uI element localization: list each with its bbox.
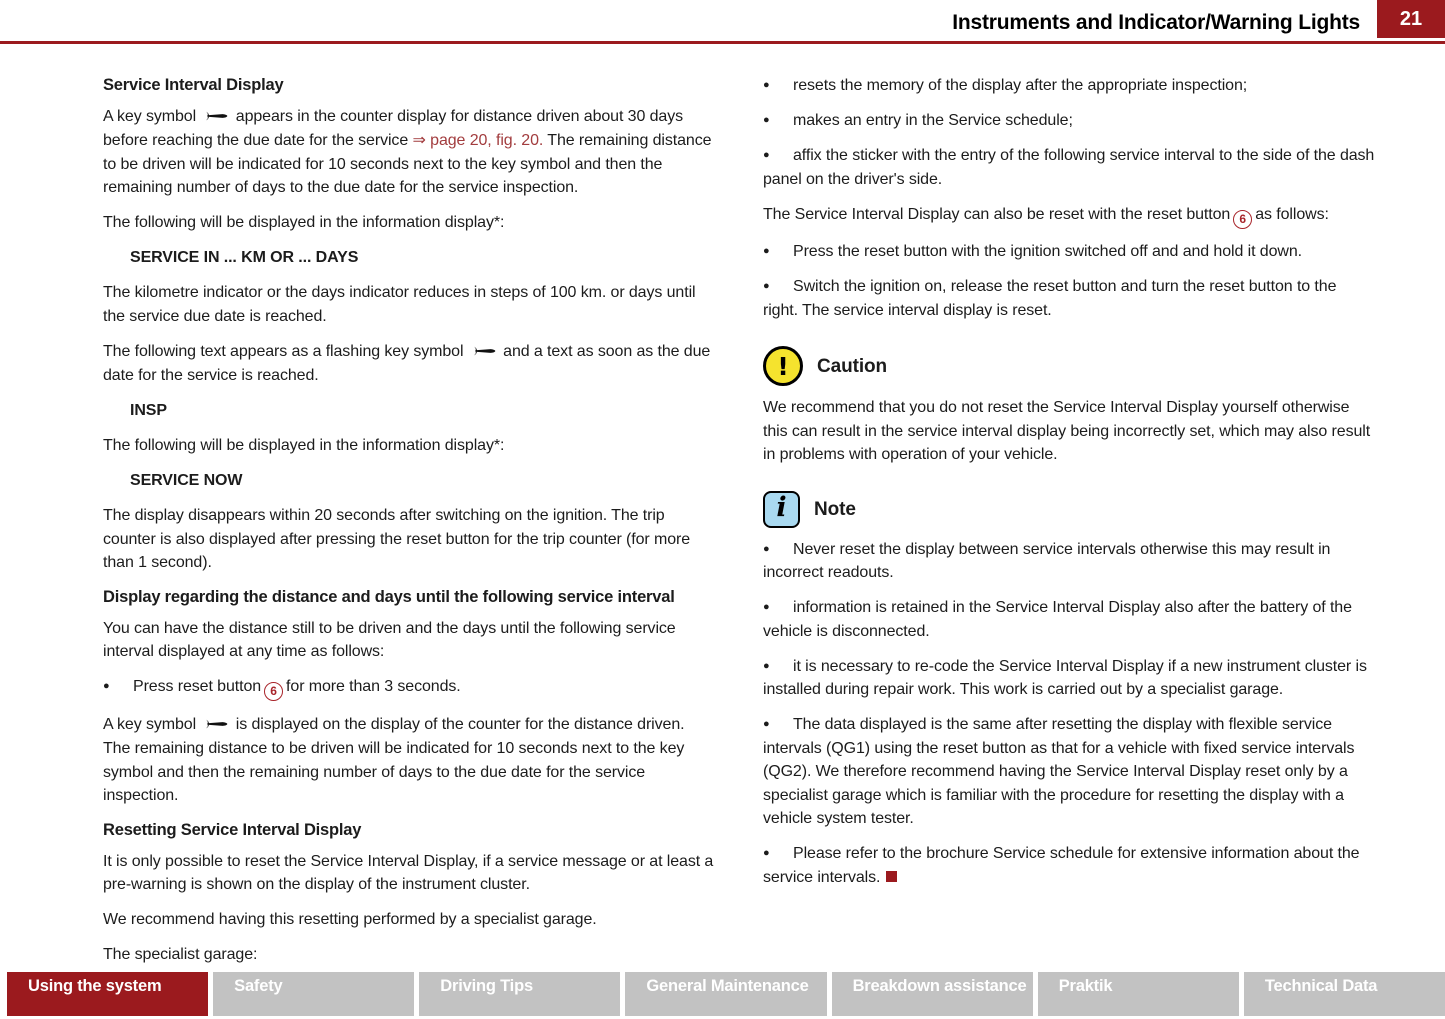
paragraph: The following text appears as a flashing key symbol and a text as soon as the due date for the service is reached. <box>103 342 711 384</box>
header-rule <box>0 41 1445 44</box>
paragraph: We recommend having this resetting performed by a specialist garage. <box>103 911 597 929</box>
tab-safety[interactable]: Safety <box>213 972 414 1016</box>
display-text-line: INSP <box>130 402 167 419</box>
section-heading: Service Interval Display <box>103 76 284 94</box>
paragraph: The specialist garage: <box>103 946 258 964</box>
list-item: ● The data displayed is the same after resetting the display with flexible service intervals (QG1) using the reset button as that for a vehicle with fixed service intervals (QG2). We therefore recommend having the Service Interval Display reset only by a specialist garage which is familiar with the procedure for resetting the display with a vehicle system tester. <box>763 713 1375 831</box>
page-title: Instruments and Indicator/Warning Lights <box>952 11 1360 34</box>
reset-button-reference: 6 <box>1233 210 1252 229</box>
list-item: ● Switch the ignition on, release the reset button and turn the reset button to the right. The service interval display is reset. <box>763 275 1375 322</box>
display-text-line: SERVICE NOW <box>130 472 243 489</box>
display-text-line: SERVICE IN ... KM OR ... DAYS <box>130 249 359 266</box>
paragraph: You can have the distance still to be driven and the days until the following service interval displayed at any time as follows: <box>103 619 676 660</box>
right-column <box>763 74 1375 901</box>
note-header <box>763 491 1375 528</box>
list-item: ● makes an entry in the Service schedule; <box>763 109 1375 133</box>
list-item: ● Please refer to the brochure Service schedule for extensive information about the service intervals. <box>763 842 1375 889</box>
paragraph: The following will be displayed in the information display*: <box>103 437 505 454</box>
caution-title: Caution <box>817 355 888 377</box>
list-item: ● information is retained in the Service Interval Display also after the battery of the vehicle is disconnected. <box>763 596 1375 643</box>
tab-driving-tips[interactable]: Driving Tips <box>419 972 620 1016</box>
tab-breakdown-assistance[interactable]: Breakdown assistance <box>832 972 1033 1016</box>
info-square-icon: i <box>763 491 800 528</box>
tab-praktik[interactable]: Praktik <box>1038 972 1239 1016</box>
note-title: Note <box>814 498 856 520</box>
caution-header <box>763 346 1375 386</box>
list-item: ● resets the memory of the display after the appropriate inspection; <box>763 74 1375 98</box>
reset-button-reference: 6 <box>264 682 283 701</box>
paragraph: The display disappears within 20 seconds after switching on the ignition. The trip counter is also displayed after pressing the reset button for the trip counter (for more than 1 second). <box>103 507 691 571</box>
key-symbol-wrench-icon <box>203 714 228 738</box>
key-symbol-wrench-icon <box>471 341 496 365</box>
paragraph: It is only possible to reset the Service Interval Display, if a service message or at least a pre-warning is shown on the display of the instrument cluster. <box>103 852 714 894</box>
list-item: ● affix the sticker with the entry of the following service interval to the side of the dash panel on the driver's side. <box>763 144 1375 191</box>
section-end-square-icon <box>886 871 897 882</box>
cross-reference-link[interactable]: ⇒ page 20, fig. 20. <box>412 132 544 149</box>
paragraph: The Service Interval Display can also be reset with the reset button 6 as follows: <box>763 203 1375 229</box>
section-heading: Display regarding the distance and days until the following service interval <box>103 588 675 606</box>
list-item: ● Press reset button 6 for more than 3 seconds. <box>103 675 715 701</box>
list-item: ● Press the reset button with the ignition switched off and and hold it down. <box>763 240 1375 264</box>
list-item: ● Never reset the display between service intervals otherwise this may result in incorrect readouts. <box>763 538 1375 585</box>
paragraph: The kilometre indicator or the days indicator reduces in steps of 100 km. or days until the service due date is reached. <box>103 284 696 325</box>
tab-technical-data[interactable]: Technical Data <box>1244 972 1445 1016</box>
page-number-badge <box>1377 0 1445 38</box>
paragraph: A key symbol is displayed on the display of the counter for the distance driven. The remaining distance to be driven will be indicated for 10 seconds next to the key symbol and then the remaining number of days to the due date for the service inspection. <box>103 715 685 805</box>
key-symbol-wrench-icon <box>203 106 228 130</box>
list-item: ● it is necessary to re-code the Service Interval Display if a new instrument cluster is installed during repair work. This work is carried out by a specialist garage. <box>763 655 1375 702</box>
tab-using-the-system[interactable]: Using the system <box>7 972 208 1016</box>
page-number: 21 <box>1399 7 1423 30</box>
caution-body: We recommend that you do not reset the Service Interval Display yourself otherwise this can result in the service interval display being incorrectly set, which may also result in problems with operation of your vehicle. <box>763 399 1371 464</box>
left-column <box>103 74 715 978</box>
section-heading: Resetting Service Interval Display <box>103 821 362 840</box>
footer-tab-bar <box>0 972 1445 1016</box>
exclamation-circle-icon: ! <box>763 346 803 386</box>
paragraph: The following will be displayed in the information display*: <box>103 214 505 231</box>
paragraph: A key symbol appears in the counter display for distance driven about 30 days before reaching the due date for the service ⇒ page 20, fig. 20. The remaining distance to be driven will be indicated for 10 seconds next to the key symbol and then the remaining number of days to the due date for the service inspection. <box>103 107 712 196</box>
tab-general-maintenance[interactable]: General Maintenance <box>625 972 826 1016</box>
